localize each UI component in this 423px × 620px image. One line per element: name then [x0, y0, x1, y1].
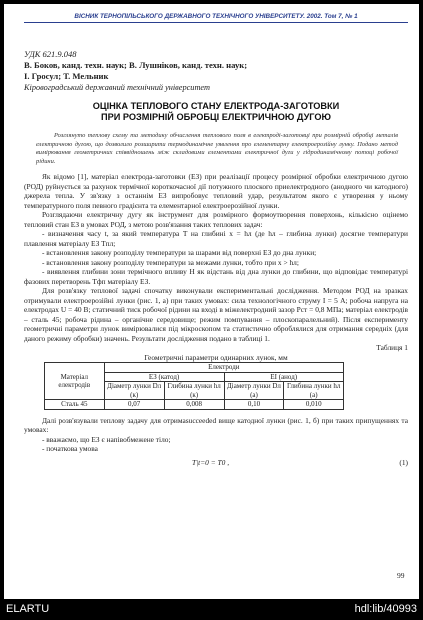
paragraph-6: - виявлення глибини зони термічного впливу H як відстань від дна лунки до глибини, що відповідає температурі фазових перетворень Tфп матеріалу ЕЗ.	[24, 267, 408, 286]
authors-line-2: І. Гросул; Т. Мельник	[24, 71, 109, 81]
table-row	[45, 400, 344, 410]
authors-line-1: В. Боков, канд. техн. наук; В. Лушніков, канд. техн. наук;	[24, 60, 248, 70]
table-cell-material: Сталь 45	[45, 400, 105, 410]
abstract: Розглянуто теплову схему та методику обчислення теплового поля в електроді-заготовці при розмірній обробці металів електричною дугою, що дозволило розширити термодинамічне уявлення про елементарну електроерозійну лунку. Подано метод вимірювання геометричних співвідношень між складовими елементами електричної дуги у гідродинамічному потоці робочої рідини.	[36, 132, 398, 165]
table-header-ez: ЕЗ (катод)	[104, 372, 224, 382]
journal-header: ВІСНИК ТЕРНОПІЛЬСЬКОГО ДЕРЖАВНОГО ТЕХНІЧНОГО УНІВЕРСИТЕТУ. 2002. Том 7, № 1	[24, 13, 408, 23]
paragraph-4: - встановлення закону розподілу температури за шарами від поверхні ЕЗ до дна лунки;	[42, 248, 317, 257]
table-header-ei: ЕІ (анод)	[224, 372, 343, 382]
geometry-table	[44, 362, 344, 410]
table-title: Геометричні параметри одинарних лунок, мм	[144, 352, 288, 362]
formula-1	[24, 458, 408, 472]
table-cell: 0,07	[104, 400, 164, 410]
table-header-diam-k: Діаметр лунки Dл (к)	[104, 382, 164, 400]
table-cell: 0,008	[164, 400, 224, 410]
table-cell: 0,010	[284, 400, 344, 410]
paragraph-5: - встановлення закону розподілу температури за межами лунки, тобто при x > hл;	[42, 257, 299, 267]
formula-text: T|t=0 = T0 ,	[192, 457, 230, 467]
formula-number: (1)	[399, 457, 408, 467]
footer-right-label: hdl:lib/40993	[354, 603, 417, 615]
table-header-material: Матеріал електродів	[45, 363, 105, 400]
document-page	[4, 4, 419, 599]
table-header-electrodes: Електроди	[104, 363, 343, 373]
footer-bar	[0, 599, 423, 620]
table-header-depth-k: Глибина лунки hл (к)	[164, 382, 224, 400]
paragraph-3: - визначення часу t, за який температура T на глибині x = hл (де hл – глибина лунки) досягне температури плавлення матеріалу ЕЗ Tпл;	[24, 229, 408, 248]
page-number: 99	[397, 571, 405, 580]
body-text	[24, 172, 408, 472]
paragraph-2: Розглядаючи електричну дугу як інструмент для розмірного формоутворення поверхонь, кількісно оцінемо тепловий стан ЕЗ в умовах РОД, з метою розв'язання таких теплових задач:	[24, 210, 408, 229]
paragraph-10: - початкова умова	[42, 444, 98, 453]
table-header-diam-a: Діаметр лунки Dл (а)	[224, 382, 284, 400]
authors	[24, 60, 408, 82]
paragraph-1: Як відомо [1], матеріал електрода-заготовки (ЕЗ) при реалізації процесу розмірної обробки електричною дугою (РОД) руйнується за рахунок термічної короткочасної дії потужного плоского приелектродного (анодного чи катодного) джерела тепла. У зв'язку з останнім ЕЗ випробовує тепловий удар, результатом якого є утворення у ньому температурного поля певного градієнта та елементарної електроерозійної лунки.	[24, 172, 408, 210]
title-line-2: ПРИ РОЗМІРНІЙ ОБРОБЦІ ЕЛЕКТРИЧНОЮ ДУГОЮ	[100, 112, 332, 122]
table-caption: Таблиця 1	[376, 343, 408, 352]
table-header-depth-a: Глибина лунки hл (а)	[284, 382, 344, 400]
paper-title	[24, 101, 408, 123]
affiliation: Кіровоградський державний технічний університет	[24, 83, 210, 92]
footer-left-label: ELARTU	[6, 603, 50, 615]
table-cell: 0,10	[224, 400, 284, 410]
paragraph-8: Далі розв'язували теплову задачу для отримаsucceeded вище катодної лунки (рис. 1, б) при таких припущеннях та умовах:	[24, 415, 408, 434]
paragraph-7: Для розв'язку теплової задачі спочатку виконували експериментальні дослідження. Методом РОД на зразках отримували електроерозійні лунки (рис. 1, а) при таких умовах: сила технологічного струму I = 5 А; робоча напруга на електродах U = 40 В; статичний тиск робочої рідини на вході в міжелектродний зазор Pст = 0,8 МПа; матеріал електродів – сталь 45; робоча рідина – органічне середовище; режим помпування – плоскопаралельний). Після експерименту геометричні параметри лунок вимірювалися під мікроскопом та статистично оброблялися для отримання середніх (для даного режиму обробки) значень. Результати дослідження подано в таблиці 1.	[24, 286, 408, 343]
title-line-1: ОЦІНКА ТЕПЛОВОГО СТАНУ ЕЛЕКТРОДА-ЗАГОТОВКИ	[92, 101, 340, 111]
udk-code: УДК 621.9.048	[24, 49, 77, 59]
paragraph-9: - вважаємо, що ЕЗ є напівобмежене тіло;	[42, 434, 171, 444]
